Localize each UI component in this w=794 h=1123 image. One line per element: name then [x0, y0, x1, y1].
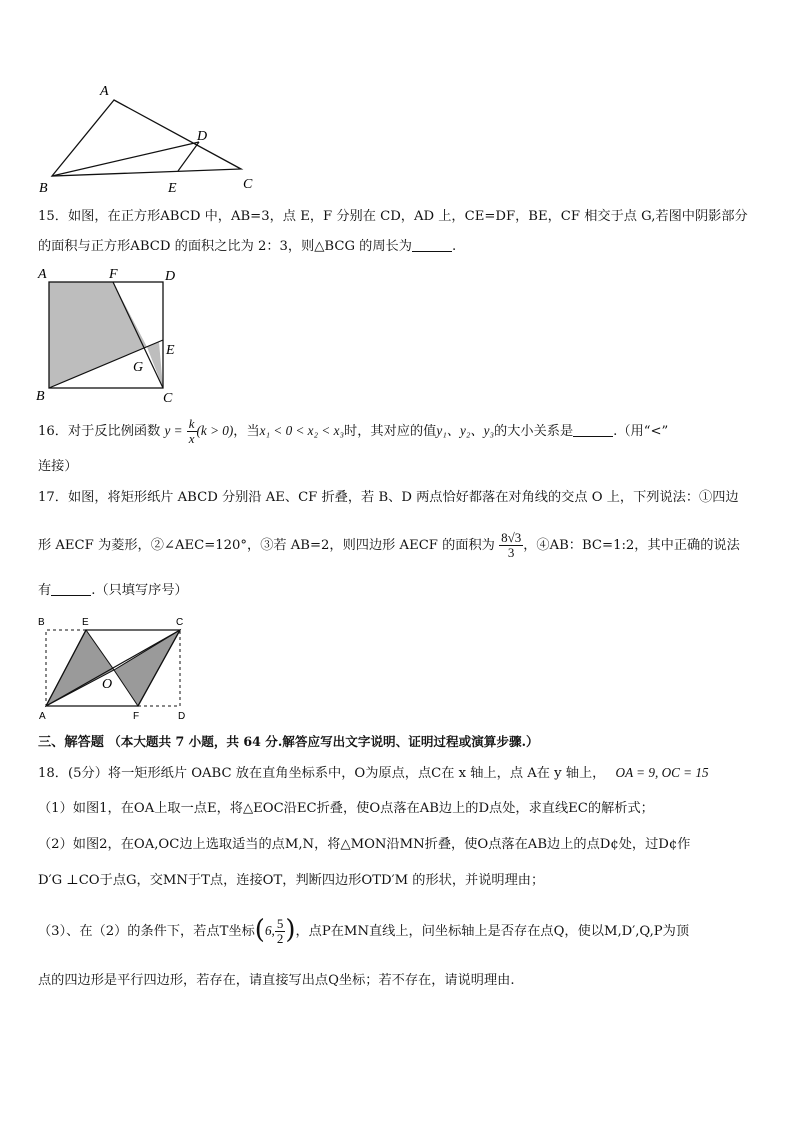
label-e: E: [166, 343, 175, 358]
q18-coord-left: 6,: [264, 923, 275, 938]
rectangle-figure: [30, 612, 200, 724]
label-e: E: [82, 617, 89, 628]
q17-area-fraction: [499, 531, 523, 560]
triangle-abc: [52, 100, 241, 176]
section3-note: （本大题共 7 小题，共 64 分.解答应写出文字说明、证明过程或演算步骤.）: [108, 734, 539, 749]
q18-coord-num: 5: [276, 916, 284, 931]
label-f: F: [109, 267, 118, 282]
answer-blank: [573, 423, 613, 437]
label-e: E: [168, 181, 177, 196]
q18-given: OA = 9, OC = 15: [615, 765, 709, 780]
label-b: B: [39, 181, 48, 196]
label-c: C: [243, 177, 253, 192]
q17-line1: 17．如图，将矩形纸片 ABCD 分别沿 AE、CF 折叠，若 B、D 两点恰好都落在对角线的交点 O 上，下列说法：①四边: [38, 490, 739, 505]
q16-fraction: [187, 417, 197, 446]
q17-line2: [38, 526, 740, 566]
shaded-triangle: [147, 342, 163, 388]
q17-line2-end: ，④AB：BC=1:2，其中正确的说法: [523, 538, 740, 553]
label-o: O: [102, 677, 113, 692]
q18-coord-paren-right: ): [285, 915, 296, 945]
q18-part3-line2: 点的四边形是平行四边形，若存在，请直接写出点Q坐标；若不存在，请说明理由.: [38, 973, 515, 988]
q15-line2: [38, 238, 456, 256]
label-b: B: [36, 389, 45, 404]
label-d: D: [178, 711, 186, 722]
label-c: C: [163, 391, 173, 404]
q16-mid2: 时，其对应的值: [344, 424, 437, 439]
label-b: B: [38, 617, 45, 628]
q18-part2-line1: （2）如图2，在OA,OC边上选取适当的点M,N，将△MON沿MN折叠，使O点落在AB边上的点D¢处，过D¢作: [38, 837, 691, 852]
q16-fn-left: y =: [164, 423, 183, 438]
q16-line1: [38, 413, 668, 449]
q18-part1: （1）如图1，在OA上取一点E，将△EOC沿EC折叠，使O点落在AB边上的D点处，求直线EC的解析式；: [38, 801, 654, 816]
q16-fn-num: k: [188, 416, 195, 431]
q18-coord-fraction: [275, 917, 286, 946]
q16-fn-den: x: [188, 431, 195, 446]
answer-blank: [51, 582, 91, 596]
q18-line1: [38, 764, 709, 783]
section3-heading: [38, 733, 539, 752]
q17-area-den: 3: [507, 545, 515, 560]
q15-line1: 15．如图，在正方形ABCD 中，AB=3，点 E，F 分别在 CD，AD 上，CE=DF，BE，CF 相交于点 G,若图中阴影部分: [38, 209, 748, 224]
answer-blank: [412, 238, 452, 252]
q17-area-num: 8√3: [501, 530, 522, 545]
q17-line3: [38, 582, 188, 600]
triangle-figure: [30, 80, 270, 198]
label-a: A: [100, 84, 109, 99]
q17-line2-text: 形 AECF 为菱形，②∠AEC=120°，③若 AB=2，则四边形 AECF 的面积为: [38, 538, 495, 553]
section3-title: 三、解答题: [38, 735, 104, 750]
q18-coord-den: 2: [276, 931, 284, 946]
q18-part3-line1: [38, 910, 689, 950]
q16-ineq: x₁ < 0 < x₂ < x₃: [259, 423, 345, 438]
q18-part3-rest: ，点P在MN直线上，问坐标轴上是否存在点Q，使以M,D′,Q,P为顶: [295, 924, 690, 939]
label-f: F: [133, 711, 140, 722]
q17-line3-b: .（只填写序号）: [91, 583, 188, 598]
square-figure: [30, 264, 190, 404]
shaded-triangle-right: [114, 630, 180, 706]
q16-vals: y₁、y₂、y₃: [436, 423, 495, 438]
label-a: A: [39, 711, 46, 722]
q16-pre: 16．对于反比例函数: [38, 424, 161, 439]
label-c: C: [176, 617, 184, 628]
q17-line3-a: 有: [38, 583, 52, 598]
label-d: D: [197, 129, 208, 144]
q18-part3-text: （3）、在（2）的条件下，若点T坐标: [38, 924, 255, 939]
q15-line2-text: 的面积与正方形ABCD 的面积之比为 2：3，则△BCG 的周长为: [38, 239, 412, 254]
label-d: D: [165, 269, 176, 284]
q18-part2-line2: D′G ⊥CO于点G，交MN于T点，连接OT，判断四边形OTD′M 的形状，并说明理由；: [38, 873, 545, 888]
label-a: A: [38, 267, 47, 282]
q16-post: 的大小关系是: [494, 424, 574, 439]
q16-post2: .（用“<”: [613, 424, 669, 439]
q15-line2-end: .: [451, 239, 457, 254]
q16-mid: ，当: [233, 424, 260, 439]
q18-coord-paren-left: (: [254, 915, 265, 945]
q18-line1-text: 18．(5分）将一矩形纸片 OABC 放在直角坐标系中，O为原点，点C在 x 轴上，点 A在 y 轴上，: [38, 766, 606, 781]
q16-fn-cond: (k > 0): [196, 423, 234, 438]
q16-line2: 连接）: [38, 459, 78, 474]
label-g: G: [133, 360, 144, 375]
